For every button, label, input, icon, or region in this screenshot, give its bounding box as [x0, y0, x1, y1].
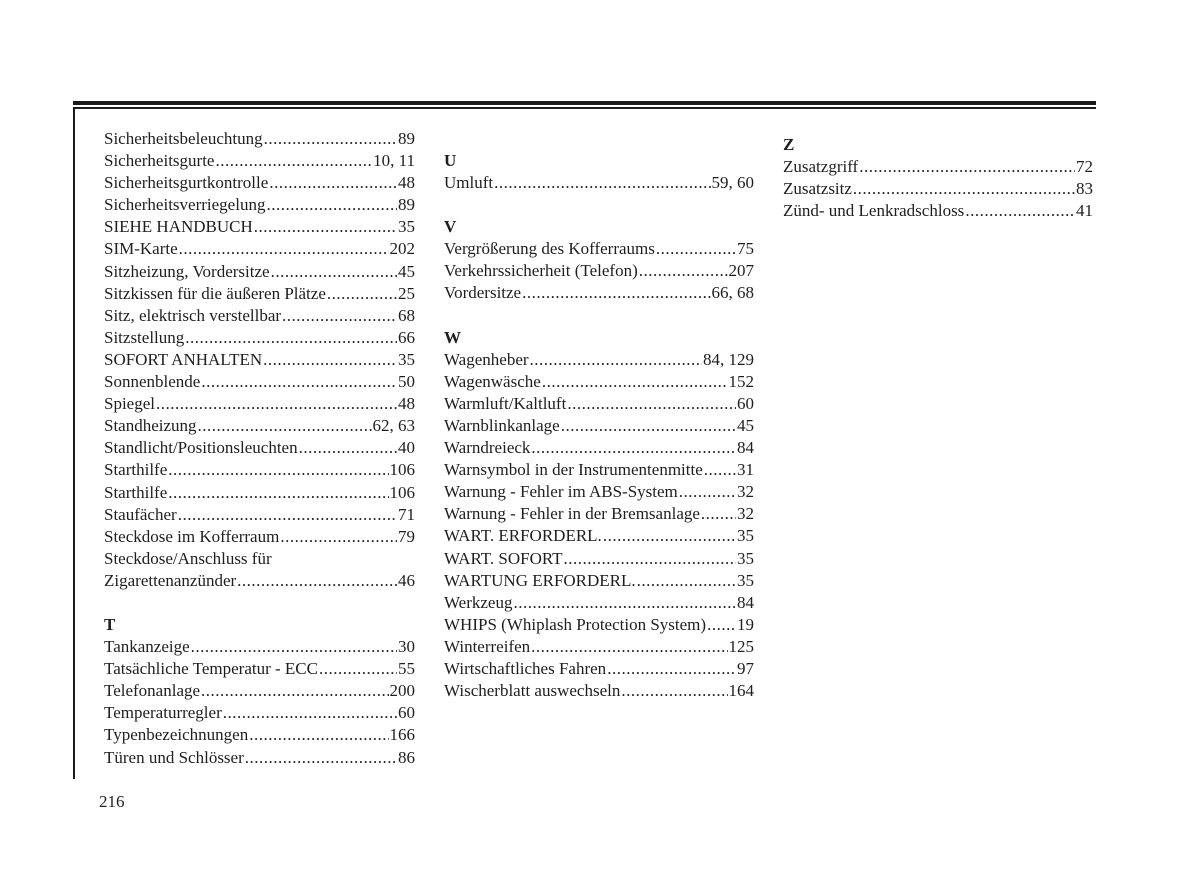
dot-leader: [327, 283, 397, 305]
index-term: Wagenwäsche: [444, 371, 541, 391]
index-page-ref: 86: [398, 747, 415, 767]
index-term: Sicherheitsbeleuchtung: [104, 129, 263, 148]
dot-leader: [704, 459, 736, 481]
index-term: Staufächer: [104, 504, 177, 524]
index-entry: [104, 150, 415, 172]
index-term: Umluft: [444, 173, 494, 193]
index-term: Zigarettenanzünder: [104, 570, 237, 590]
index-entry: [104, 261, 415, 283]
dot-leader: [853, 178, 1075, 200]
index-page-ref: 19: [737, 614, 754, 634]
index-page-ref: 31: [737, 460, 754, 480]
dot-leader: [530, 349, 702, 371]
index-page-ref: 89: [398, 195, 415, 215]
index-entry: [444, 260, 754, 282]
index-column-2: [444, 150, 754, 702]
dot-leader: [319, 658, 397, 680]
dot-leader: [531, 636, 727, 658]
index-page-ref: 106: [389, 482, 415, 502]
index-entry: [104, 504, 415, 526]
dot-leader: [494, 172, 710, 194]
dot-leader: [656, 238, 736, 260]
dot-leader: [237, 570, 397, 592]
index-term: Warndreieck: [444, 438, 531, 458]
index-page-ref: 66, 68: [711, 283, 754, 303]
index-page-ref: 35: [737, 548, 754, 568]
index-entry: [104, 194, 415, 216]
index-entry: [104, 570, 415, 592]
index-term: Typenbezeichnungen: [104, 725, 249, 745]
index-entry: [444, 570, 754, 592]
index-page-ref: 55: [398, 659, 415, 679]
index-term: Zusatzgriff: [783, 157, 859, 177]
index-entry: [104, 172, 415, 194]
index-page-ref: 84, 129: [703, 349, 754, 369]
index-page-ref: 62, 63: [372, 416, 415, 436]
index-page-ref: 166: [389, 725, 415, 745]
index-entry: [444, 636, 754, 658]
dot-leader: [859, 156, 1075, 178]
section-heading: U: [444, 151, 457, 170]
dot-leader: [531, 437, 736, 459]
index-term: Wirtschaftliches Fahren: [444, 658, 607, 678]
index-page-ref: 66: [398, 327, 415, 347]
index-term: Winterreifen: [444, 636, 531, 656]
dot-leader: [168, 482, 388, 504]
index-page-ref: 10, 11: [373, 151, 415, 171]
index-entry: [444, 172, 754, 194]
dot-leader: [707, 614, 736, 636]
index-page-ref: 32: [737, 504, 754, 524]
index-page-ref: 35: [737, 526, 754, 546]
index-term: Steckdose im Kofferraum: [104, 526, 280, 546]
index-term: Sitz, elektrisch verstellbar: [104, 305, 282, 325]
index-entry: [444, 371, 754, 393]
index-page-ref: 200: [389, 681, 415, 701]
index-entry: [444, 349, 754, 371]
index-term: Wischerblatt auswechseln: [444, 681, 621, 701]
index-entry: [444, 415, 754, 437]
index-term: Warnblinkanlage: [444, 415, 560, 435]
dot-leader: [191, 636, 397, 658]
index-term: Temperaturregler: [104, 703, 222, 723]
index-entry: [104, 482, 415, 504]
dot-leader: [179, 238, 389, 260]
index-term: Sicherheitsgurte: [104, 151, 215, 171]
section-spacer: [444, 305, 754, 327]
index-term: Zünd- und Lenkradschloss: [783, 201, 965, 221]
dot-leader: [639, 260, 728, 282]
index-term: Standheizung: [104, 416, 197, 436]
index-entry: [444, 503, 754, 525]
index-term: Vergrößerung des Kofferraums: [444, 239, 655, 259]
index-entry: [444, 282, 754, 304]
top-rule-thin: [73, 107, 1096, 109]
dot-leader: [522, 282, 710, 304]
index-term: Türen und Schlösser: [104, 747, 244, 767]
index-page-ref: 45: [398, 261, 415, 281]
dot-leader: [299, 437, 397, 459]
index-page-ref: 106: [389, 460, 415, 480]
index-page-ref: 71: [398, 504, 415, 524]
index-entry: [783, 156, 1093, 178]
index-entry: [444, 481, 754, 503]
index-term: Tankanzeige: [104, 637, 190, 657]
index-term: Sicherheitsgurtkontrolle: [104, 173, 269, 193]
index-entry: [104, 548, 415, 570]
index-page-ref: 83: [1076, 179, 1093, 199]
index-term: SOFORT ANHALTEN: [104, 349, 263, 369]
index-page-ref: 45: [737, 415, 754, 435]
index-term: Starthilfe: [104, 482, 168, 502]
index-entry: [104, 216, 415, 238]
section-heading: T: [104, 614, 116, 634]
index-entry: [444, 437, 754, 459]
dot-leader: [564, 548, 736, 570]
index-term: WART. SOFORT: [444, 548, 563, 568]
index-entry: [444, 525, 754, 547]
index-page-ref: 72: [1076, 157, 1093, 177]
index-page-ref: 75: [737, 239, 754, 259]
index-column-3: [783, 134, 1093, 222]
index-page-ref: 48: [398, 394, 415, 414]
index-term: Warnsymbol in der Instrumentenmitte: [444, 460, 703, 480]
section-heading: V: [444, 217, 457, 237]
index-entry: [783, 200, 1093, 222]
section-spacer: [104, 592, 415, 614]
index-term: SIM-Karte: [104, 239, 178, 259]
dot-leader: [542, 371, 728, 393]
section-heading: Z: [783, 135, 795, 154]
dot-leader: [271, 261, 397, 283]
index-entry: [104, 636, 415, 658]
index-entry: [444, 680, 754, 702]
index-page-ref: 68: [398, 305, 415, 325]
index-entry: [104, 702, 415, 724]
top-rule-thick: [73, 101, 1096, 105]
index-page-ref: 40: [398, 438, 415, 458]
dot-leader: [263, 349, 397, 371]
index-term: Standlicht/Positionsleuchten: [104, 438, 298, 458]
dot-leader: [201, 371, 397, 393]
dot-leader: [513, 592, 736, 614]
index-term: Tatsächliche Temperatur - ECC: [104, 659, 318, 679]
index-entry: [104, 238, 415, 260]
index-entry: [104, 526, 415, 548]
index-page-ref: 25: [398, 283, 415, 303]
index-page-ref: 35: [398, 349, 415, 369]
index-page-ref: 59, 60: [711, 173, 754, 193]
index-page-ref: 164: [728, 681, 754, 701]
index-entry: [104, 305, 415, 327]
index-entry: [104, 393, 415, 415]
index-term: Sonnenblende: [104, 372, 201, 392]
index-page-ref: 84: [737, 592, 754, 612]
index-term: Telefonanlage: [104, 681, 201, 701]
index-entry: [104, 415, 415, 437]
index-page-ref: 48: [398, 173, 415, 193]
index-entry: [104, 327, 415, 349]
index-term: Sitzstellung: [104, 327, 185, 347]
dot-leader: [249, 724, 388, 746]
index-entry: [444, 614, 754, 636]
index-page-ref: 60: [398, 703, 415, 723]
index-term: Verkehrssicherheit (Telefon): [444, 261, 638, 281]
index-entry: [104, 437, 415, 459]
index-page-ref: 79: [398, 526, 415, 546]
dot-leader: [567, 393, 736, 415]
index-entry: [444, 658, 754, 680]
dot-leader: [264, 128, 397, 150]
index-page-ref: 152: [728, 371, 754, 391]
dot-leader: [223, 702, 397, 724]
dot-leader: [637, 570, 736, 592]
dot-leader: [965, 200, 1075, 222]
dot-leader: [621, 680, 727, 702]
dot-leader: [245, 747, 397, 769]
dot-leader: [185, 327, 397, 349]
dot-leader: [178, 504, 397, 526]
dot-leader: [254, 216, 397, 238]
index-page-ref: 32: [737, 482, 754, 502]
index-term: SIEHE HANDBUCH: [104, 217, 253, 237]
index-entry: [104, 747, 415, 769]
index-page-ref: 41: [1076, 201, 1093, 221]
index-term: Wagenheber: [444, 349, 529, 369]
dot-leader: [280, 526, 397, 548]
index-page-ref: 30: [398, 637, 415, 657]
index-page-ref: 89: [398, 129, 415, 148]
section-spacer: [444, 194, 754, 216]
dot-leader: [603, 525, 736, 547]
index-entry: [444, 548, 754, 570]
index-term: Sitzheizung, Vordersitze: [104, 261, 270, 281]
index-term: Starthilfe: [104, 460, 168, 480]
index-column-1: [104, 128, 415, 769]
index-page-ref: 35: [737, 570, 754, 590]
dot-leader: [561, 415, 736, 437]
dot-leader: [269, 172, 397, 194]
index-page-ref: 84: [737, 438, 754, 458]
index-entry: [104, 283, 415, 305]
index-term: Vordersitze: [444, 283, 522, 303]
index-entry: [444, 592, 754, 614]
index-entry: [444, 459, 754, 481]
index-page-ref: 125: [728, 636, 754, 656]
page-number: 216: [99, 792, 125, 811]
index-term: Zusatzsitz: [783, 179, 852, 199]
index-page-ref: 97: [737, 658, 754, 678]
index-page-ref: 46: [398, 570, 415, 590]
index-entry: [104, 680, 415, 702]
index-page-ref: 207: [728, 261, 754, 281]
index-entry: [444, 393, 754, 415]
dot-leader: [266, 194, 397, 216]
index-term: Warnung - Fehler in der Bremsanlage: [444, 504, 700, 524]
index-entry: [104, 459, 415, 481]
index-term: Spiegel: [104, 394, 155, 414]
dot-leader: [679, 481, 736, 503]
index-entry: [104, 658, 415, 680]
left-margin-rule: [73, 107, 75, 779]
index-page-ref: 35: [398, 217, 415, 237]
index-term: WHIPS (Whiplash Protection System): [444, 614, 707, 634]
dot-leader: [282, 305, 397, 327]
index-entry: [444, 238, 754, 260]
index-entry: [104, 349, 415, 371]
dot-leader: [168, 459, 388, 481]
dot-leader: [156, 393, 397, 415]
index-term: Warnung - Fehler im ABS-System: [444, 482, 678, 502]
index-entry: [104, 371, 415, 393]
index-term: Sicherheitsverriegelung: [104, 195, 266, 215]
index-term: WART. ERFORDERL.: [444, 526, 602, 546]
index-term: Sitzkissen für die äußeren Plätze: [104, 283, 326, 303]
index-term: WARTUNG ERFORDERL.: [444, 570, 636, 590]
index-term: Steckdose/Anschluss für: [104, 548, 272, 568]
section-heading: W: [444, 327, 461, 347]
index-entry: [104, 724, 415, 746]
index-page-ref: 60: [737, 393, 754, 413]
index-entry: [104, 128, 415, 150]
dot-leader: [198, 415, 372, 437]
index-term: Werkzeug: [444, 592, 513, 612]
index-entry: [783, 178, 1093, 200]
index-page-ref: 202: [389, 239, 415, 259]
index-term: Warmluft/Kaltluft: [444, 393, 567, 413]
dot-leader: [607, 658, 736, 680]
dot-leader: [701, 503, 736, 525]
dot-leader: [201, 680, 388, 702]
index-page-ref: 50: [398, 372, 415, 392]
dot-leader: [215, 150, 372, 172]
